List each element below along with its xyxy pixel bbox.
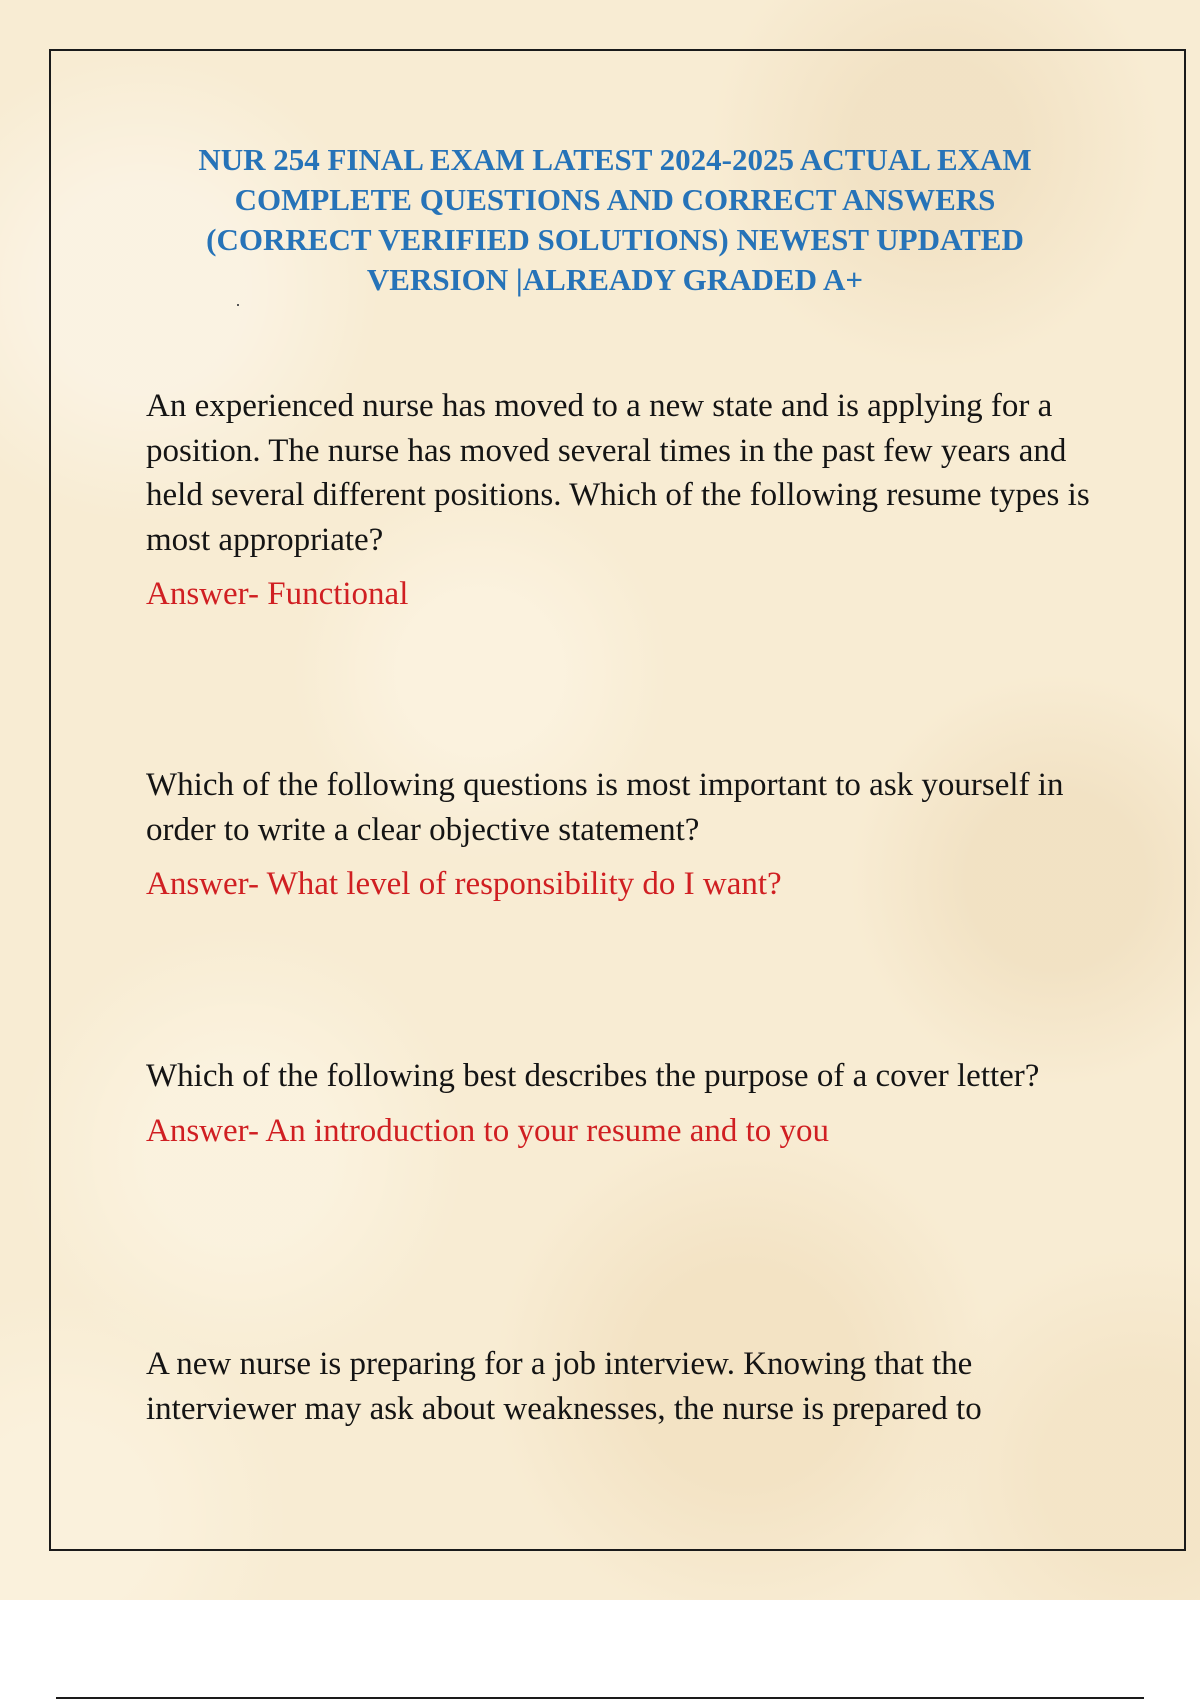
question-text: A new nurse is preparing for a job interview. Knowing that the interviewer may ask about weaknesses, the nurse is prepared to xyxy=(146,1346,982,1427)
qa-item-1 xyxy=(146,384,1106,616)
answer-text: Answer- An introduction to your resume and to you xyxy=(146,1112,830,1149)
document-title: NUR 254 FINAL EXAM LATEST 2024-2025 ACTUAL EXAM COMPLETE QUESTIONS AND CORRECT ANSWERS (CORRECT VERIFIED SOLUTIONS) NEWEST UPDATED VERSION |ALREADY GRADED A+ xyxy=(198,142,1032,297)
answer-text: Answer- What level of responsibility do I want? xyxy=(146,866,782,902)
question-text: Which of the following questions is most important to ask yourself in order to write a clear objective statement? xyxy=(146,767,1064,848)
qa-item-4 xyxy=(146,1342,1106,1431)
footer-rule xyxy=(56,1697,1144,1699)
question-text: Which of the following best describes the purpose of a cover letter? xyxy=(146,1058,1040,1094)
qa-item-2 xyxy=(146,763,1106,906)
stray-dot xyxy=(237,304,239,306)
question-text: An experienced nurse has moved to a new state and is applying for a position. The nurse has moved several times in the past few years and held several different positions. Which of the following resume types is most appropriate? xyxy=(146,388,1090,558)
answer-text: Answer- Functional xyxy=(146,576,409,612)
qa-item-3 xyxy=(146,1054,1106,1153)
